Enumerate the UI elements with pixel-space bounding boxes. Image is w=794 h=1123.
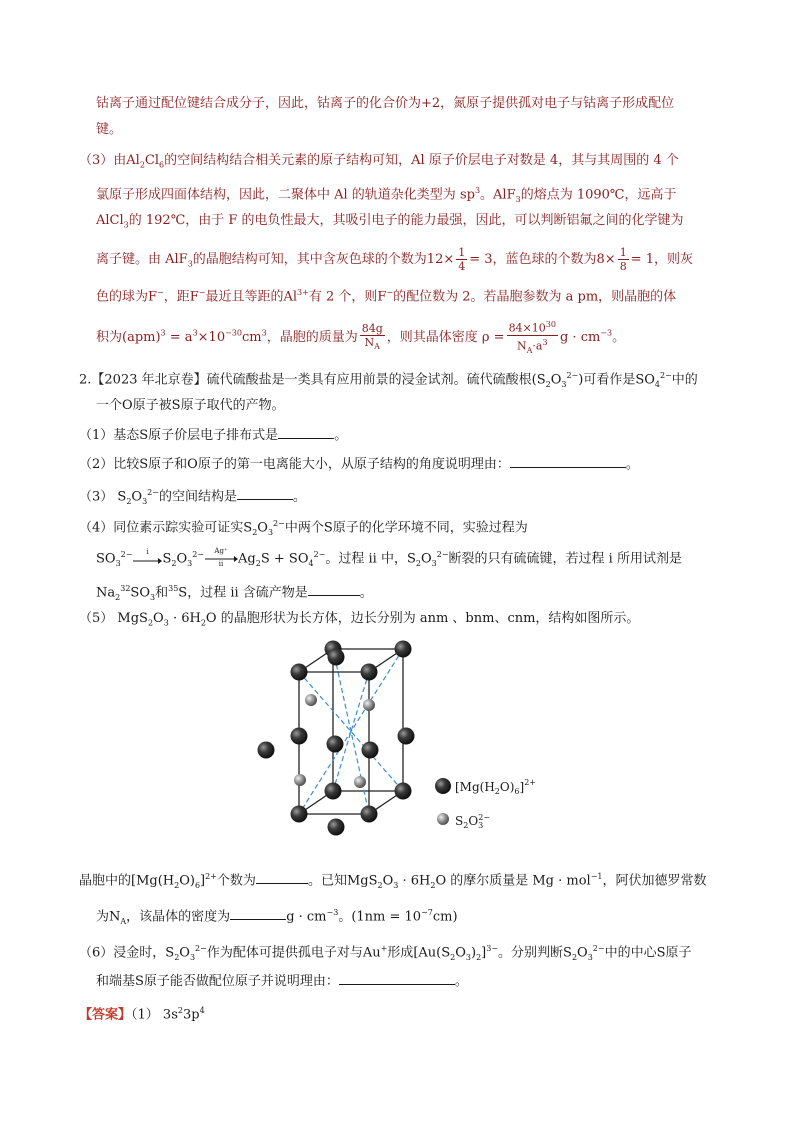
fraction-one-eighth: $\frac{1}{8}$ [619, 246, 627, 273]
mg-ion [328, 649, 345, 666]
s2o3-ion [363, 699, 375, 711]
question-2-sub-5-line-2: 晶胞中的$[Mg(H_2O)_6]^{2+}$个数为 。已知$MgS_2O_3 \cdot 6H_2O$ 的摩尔质量是 Mg · mol$^{-1}$，阿伏加德罗常数 [79, 866, 707, 897]
answer-blank[interactable] [308, 581, 360, 596]
mg-complex-ions [258, 641, 415, 836]
question-2-stem-line-1: 2.【2023 年北京卷】硫代硫酸盐是一类具有应用前景的浸金试剂。硫代硫酸根$(S_2O_3^{2-})$可看作是$SO_4^{2-}$中的 [79, 371, 698, 389]
legend-s2o3-swatch [437, 813, 449, 825]
answer-tag: 【答案】 [79, 1007, 132, 1023]
mg-ion [395, 641, 412, 658]
reaction-arrow-ii: Ag⁺ ii [204, 551, 238, 567]
reaction-arrow-i: i [132, 552, 162, 566]
solution-part3-line-1: （3）由$Al_2Cl_6$的空间结构结合相关元素的原子结构可知，Al 原子价层电子对数是 4，其与其周围的 4 个 [79, 153, 679, 170]
fraction-one-quarter: $\frac{1}{4}$ [458, 246, 466, 273]
s2o3-ion [354, 776, 366, 788]
answer-blank[interactable] [510, 453, 626, 468]
legend-mg-label: $[Mg(H_2O)_6]^{2+}$ [455, 778, 536, 796]
question-2-sub-6-line-2: 和端基S原子能否做配位原子并说明理由： 。 [96, 970, 468, 993]
solution-part3-line-3: AlCl$_3$的 192℃，由于 F 的电负性最大，其吸引电子的能力最强，因此，可以判断铝氟之间的化学键为 [96, 213, 684, 230]
s2o3-ion [305, 694, 317, 706]
mg-ion [327, 736, 344, 753]
solution-line-1: 钴离子通过配位键结合成分子，因此，钴离子的化合价为+2，氮原子提供孤对电子与钴离子形成配位 [96, 96, 675, 111]
mg-ion [362, 742, 379, 759]
answer-blank[interactable] [230, 905, 286, 920]
solution-part3-line-4: 离子键。由 AlF$_3$的晶胞结构可知，其中含灰色球的个数为12× $\frac{1}{4}$ = 3，蓝色球的个数为8× $\frac{1}{8}$ = 1，则灰 [96, 246, 693, 273]
question-2-sub-2: （2）比较S原子和O原子的第一电离能大小，从原子结构的角度说明理由： 。 [79, 453, 639, 476]
mg-ion [291, 806, 308, 823]
answer-blank[interactable] [237, 485, 293, 500]
question-2-sub-6-line-1: （6）浸金时，$S_2O_3^{2-}$作为配体可提供孤电子对与Au+形成$[Au(S_2O_3)_2]^{3-}$。分别判断$S_2O_3^{2-}$中的中心S原子 [79, 944, 692, 962]
question-2-sub-1: （1）基态S原子价层电子排布式是 。 [79, 424, 347, 447]
question-2-stem-line-2: 一个O原子被S原子取代的产物。 [96, 398, 285, 413]
mg-ion [398, 728, 415, 745]
legend [435, 778, 536, 830]
answer-blank[interactable] [256, 869, 308, 884]
mg-ion [325, 783, 342, 800]
fraction-density: $\frac{84\times 10^{30}}{N_A\cdot a^3}$ [508, 320, 556, 355]
fraction-cell-mass: $\frac{84g}{N_A}$ [361, 321, 383, 351]
mg-ion [361, 664, 378, 681]
legend-mg-swatch [435, 778, 451, 794]
mg-ion [291, 664, 308, 681]
diagonal-lines [299, 649, 403, 814]
question-2-sub-4-line-1: （4）同位素示踪实验可证实$S_2O_3^{2-}$中两个S原子的化学环境不同，实验过程为 [79, 519, 528, 537]
question-2-sub-5-line-1: （5） $MgS_2O_3 \cdot 6H_2O$ 的晶胞形状为长方体，边长分别为 anm 、bnm、cnm，结构如图所示。 [79, 611, 640, 628]
question-2-sub-4-line-2: $SO_3^{2-}$ i $S_2O_3^{2-}$ Ag⁺ ii $Ag_2S + SO_4^{2-}$。过程 ii 中，$S_2O_3^{2-}$断裂的只有硫硫键，若过程 i 所用试剂是 [96, 546, 682, 568]
arrow-right-icon [132, 552, 162, 566]
answer-blank[interactable] [278, 424, 334, 439]
crystal-cell-diagram [250, 632, 536, 862]
mg-ion [328, 819, 345, 836]
question-2-sub-5-line-3: 为$N_A$，该晶体的密度为 $g \cdot cm^{-3}$。$(1nm = 10^{-7}cm)$ [96, 902, 458, 933]
mg-ion [361, 806, 378, 823]
answer-line: 【答案】（1） $3s^23p^4$ [79, 1006, 205, 1023]
legend-s2o3-label: $S_2O_32-$ [455, 813, 491, 830]
solution-line-2: 键。 [96, 122, 123, 137]
solution-part3-line-2: 氯原子形成四面体结构，因此，二聚体中 Al 的轨道杂化类型为 $sp^3$。AlF$_3$的熔点为 1090℃，远高于 [96, 186, 677, 204]
question-2-sub-4-line-3: $Na_2^{32}SO_3$和$^{35}$S，过程 ii 含硫产物是 。 [96, 578, 373, 609]
mg-ion [395, 783, 412, 800]
question-2-sub-3: （3） $S_2O_3^{2-}$的空间结构是 。 [79, 482, 306, 513]
mg-ion [258, 742, 275, 759]
s2o3-ion [294, 774, 306, 786]
solution-part3-line-6: 积为$(apm)^3 = a^3\times 10^{-30}cm^3$，晶胞的质量为 $\frac{84g}{N_A}$ ，则其晶体密度 ρ = $\frac{84\times 10^{30}}{N_A\cdot a^3}$ $g \cdot cm^{-3}$。 [96, 320, 626, 355]
answer-blank[interactable] [339, 970, 455, 985]
solution-part3-line-5: 色的球为F−，距F−最近且等距的$Al^{3+}$有 2 个，则F−的配位数为 2。若晶胞参数为 a pm，则晶胞的体 [96, 288, 677, 305]
mg-ion [291, 728, 308, 745]
